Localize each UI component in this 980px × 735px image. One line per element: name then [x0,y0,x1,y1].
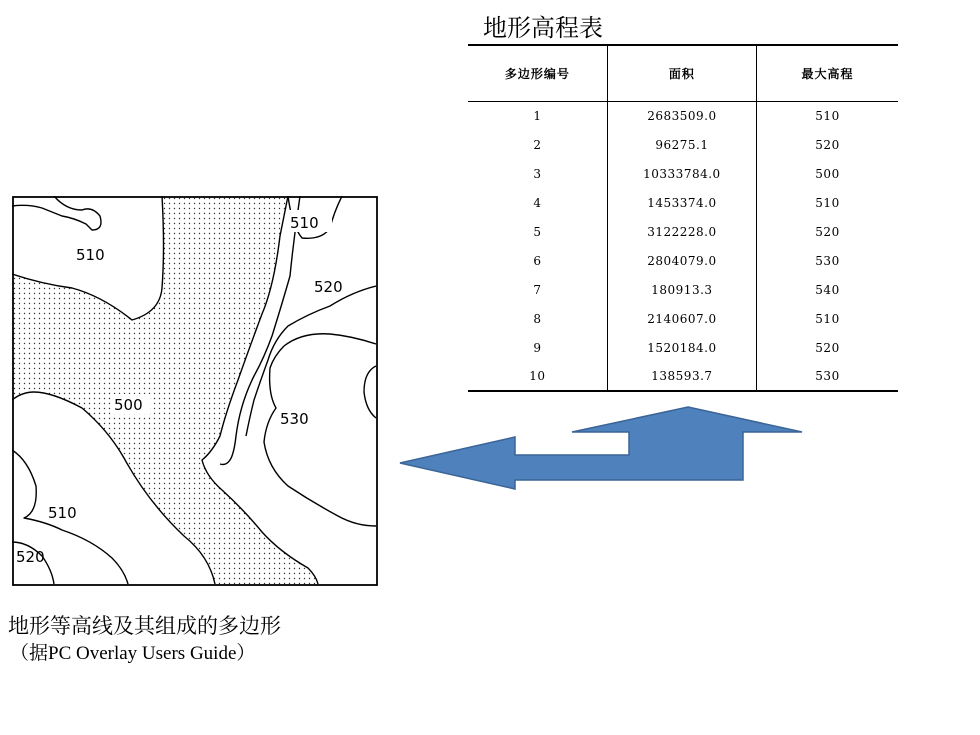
cell-elevation: 510 [815,311,840,326]
cell-area: 138593.7 [607,362,756,391]
cell-id: 2 [533,137,542,152]
label-500: 500 [114,396,143,414]
cell-id: 4 [533,195,542,210]
elevation-table [468,44,898,392]
caption-line-2: （据PC Overlay Users Guide） [10,643,256,664]
label-520-bottom: 520 [16,548,45,566]
table-row [468,304,898,333]
label-520-right: 520 [314,278,343,296]
cell-id: 6 [533,253,542,268]
contour-530 [264,334,376,526]
cell-id: 1 [533,108,542,123]
header-max-elevation: 最大高程 [757,45,899,101]
cell-area: 180913.3 [607,275,756,304]
cell-id: 7 [533,282,542,297]
table-row [468,217,898,246]
cell-id: 9 [533,340,542,355]
table-row [468,246,898,275]
caption-line-1: 地形等高线及其组成的多边形 [8,614,281,638]
table-row [468,333,898,362]
label-510-bottom: 510 [48,504,77,522]
table-row [468,159,898,188]
table-row [468,362,898,391]
table-row [468,275,898,304]
map-caption [8,612,281,668]
label-510-left: 510 [76,246,105,264]
cell-area: 96275.1 [607,130,756,159]
cell-area: 3122228.0 [607,217,756,246]
label-510-top: 510 [290,214,319,232]
cell-elevation: 520 [815,224,840,239]
contour-right-edge [364,366,376,418]
cell-area: 1520184.0 [607,333,756,362]
cell-elevation: 500 [815,166,840,181]
header-polygon-id: 多边形编号 [468,45,607,101]
cell-elevation: 510 [815,195,840,210]
cell-elevation: 530 [757,362,899,391]
label-530: 530 [280,410,309,428]
contour-520-right [246,286,376,436]
cell-area: 2683509.0 [607,101,756,130]
contour-top-left [12,196,101,230]
cell-area: 1453374.0 [607,188,756,217]
header-area: 面积 [607,45,756,101]
table-row [468,188,898,217]
cell-id: 3 [533,166,542,181]
zone-500 [12,196,318,584]
arrow-shape [400,407,802,489]
cell-elevation: 520 [815,137,840,152]
table-row [468,101,898,130]
table-header-row [468,45,898,101]
cell-elevation: 540 [815,282,840,297]
cell-id: 8 [533,311,542,326]
cell-id: 10 [468,362,607,391]
cell-area: 2140607.0 [607,304,756,333]
elevation-table-grid [468,44,898,392]
cell-elevation: 530 [815,253,840,268]
table-row [468,130,898,159]
table-title: 地形高程表 [483,14,603,42]
contour-map [12,196,378,586]
cell-area: 10333784.0 [607,159,756,188]
cell-elevation: 510 [815,108,840,123]
cell-id: 5 [533,224,542,239]
cell-elevation: 520 [815,340,840,355]
cell-area: 2804079.0 [607,246,756,275]
